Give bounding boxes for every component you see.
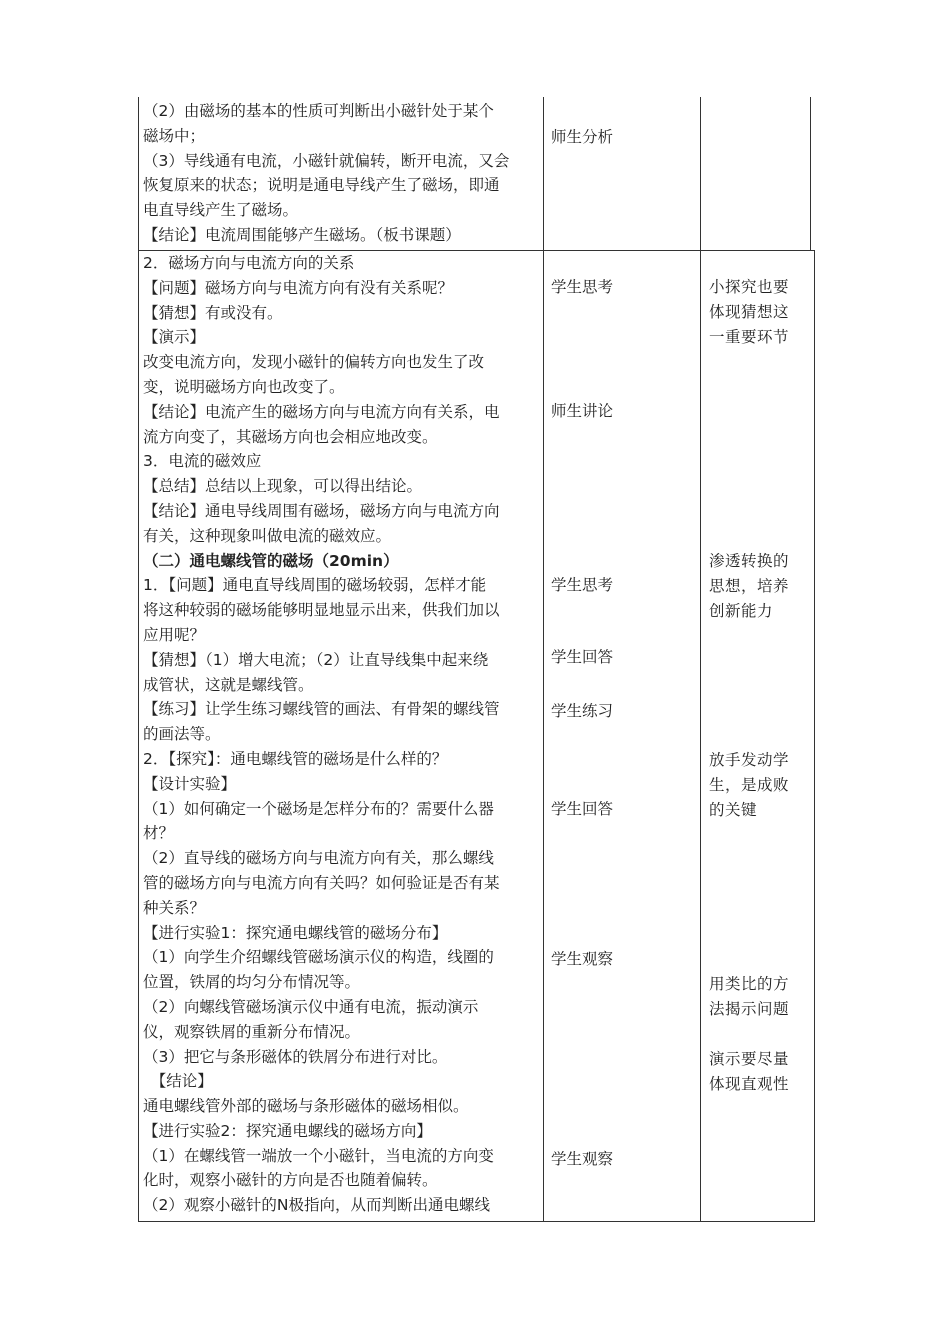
note-line: 法揭示问题 bbox=[709, 999, 790, 1018]
row2-line: 【猜想】（1）增大电流；（2）让直导线集中起来绕 bbox=[143, 650, 489, 669]
note-line: 体现直观性 bbox=[709, 1074, 790, 1093]
row2-line: 【结论】通电导线周围有磁场，磁场方向与电流方向 bbox=[143, 501, 500, 520]
note-line: 生，是成败 bbox=[709, 775, 790, 794]
row2-line: （1）如何确定一个磁场是怎样分布的？需要什么器 bbox=[143, 799, 494, 818]
row2-line: 位置，铁屑的均匀分布情况等。 bbox=[143, 973, 361, 992]
row1-line: 恢复原来的状态；说明是通电导线产生了磁场，即通 bbox=[143, 176, 500, 195]
row2-line: 应用呢？ bbox=[143, 625, 206, 644]
activity-label: 学生回答 bbox=[551, 800, 614, 818]
note-line: 思想，培养 bbox=[709, 576, 790, 595]
row2-line: 的画法等。 bbox=[143, 725, 221, 744]
row2-line: 变，说明磁场方向也改变了。 bbox=[143, 377, 345, 396]
design-note bbox=[709, 275, 809, 349]
activity-label: 师生分析 bbox=[551, 128, 614, 146]
row2-line: 管的磁场方向与电流方向有关吗？如何验证是否有某 bbox=[143, 873, 500, 892]
activity-label: 学生观察 bbox=[551, 1150, 614, 1168]
row2-line: 【猜想】有或没有。 bbox=[143, 303, 283, 322]
row2-line: 有关，这种现象叫做电流的磁效应。 bbox=[143, 526, 392, 545]
row2-line: 将这种较弱的磁场能够明显地显示出来，供我们加以 bbox=[143, 601, 500, 620]
row2-line: 【进行实验2：探究通电螺线的磁场方向】 bbox=[143, 1121, 432, 1140]
row1-activity-cell bbox=[551, 125, 691, 150]
design-note bbox=[709, 972, 809, 1022]
table-border-left bbox=[138, 97, 139, 1222]
row2-line: （2）直导线的磁场方向与电流方向有关，那么螺线 bbox=[143, 849, 494, 868]
row1-line: 磁场中； bbox=[143, 126, 206, 145]
row2-line: 成管状，这就是螺线管。 bbox=[143, 675, 314, 694]
row2-line: （3）把它与条形磁体的铁屑分布进行对比。 bbox=[143, 1047, 448, 1066]
row2-line: 2．磁场方向与电流方向的关系 bbox=[143, 254, 355, 272]
note-line: 渗透转换的 bbox=[709, 552, 790, 570]
row2-line: 仪，观察铁屑的重新分布情况。 bbox=[143, 1022, 361, 1041]
row2-line: 【进行实验1：探究通电螺线管的磁场分布】 bbox=[143, 923, 448, 942]
row2-line: 改变电流方向，发现小磁针的偏转方向也发生了改 bbox=[143, 353, 485, 372]
row2-line: 种关系？ bbox=[143, 898, 206, 917]
row2-line: 【总结】总结以上现象，可以得出结论。 bbox=[143, 477, 423, 496]
row1-content-cell bbox=[143, 99, 541, 248]
section-heading: （二）通电螺线管的磁场（20min） bbox=[143, 551, 399, 570]
row2-line: 【演示】 bbox=[143, 328, 206, 347]
note-line: 放手发动学 bbox=[709, 751, 790, 769]
row2-line: （1）向学生介绍螺线管磁场演示仪的构造，线圈的 bbox=[143, 948, 494, 967]
lesson-plan-table bbox=[138, 97, 815, 1222]
row2-line: 流方向变了，其磁场方向也会相应地改变。 bbox=[143, 427, 438, 446]
note-line: 一重要环节 bbox=[709, 327, 790, 346]
design-note bbox=[709, 549, 809, 623]
activity-label: 学生思考 bbox=[551, 576, 614, 594]
table-border-right bbox=[814, 250, 815, 1222]
row1-line: （2）由磁场的基本的性质可判断出小磁针处于某个 bbox=[143, 102, 494, 120]
row2-line: （2）观察小磁针的N极指向，从而判断出通电螺线 bbox=[143, 1196, 490, 1215]
row2-line: 【结论】电流产生的磁场方向与电流方向有关系，电 bbox=[143, 402, 500, 421]
row2-line: 【练习】让学生练习螺线管的画法、有骨架的螺线管 bbox=[143, 700, 500, 719]
activity-label: 师生讲论 bbox=[551, 402, 614, 420]
table-border-bottom bbox=[138, 1221, 815, 1222]
row1-line: 【结论】电流周围能够产生磁场。（板书课题） bbox=[143, 225, 461, 244]
row2-line: 2．【探究】：通电螺线管的磁场是什么样的？ bbox=[143, 749, 448, 768]
note-line: 用类比的方 bbox=[709, 975, 790, 993]
column-divider-2 bbox=[700, 97, 701, 1222]
note-line: 体现猜想这 bbox=[709, 302, 790, 321]
row1-line: 电直导线产生了磁场。 bbox=[143, 201, 299, 220]
design-note bbox=[709, 1047, 809, 1097]
activity-label: 学生观察 bbox=[551, 950, 614, 968]
row2-line: （1）在螺线管一端放一个小磁针，当电流的方向变 bbox=[143, 1146, 494, 1165]
row2-line: 【设计实验】 bbox=[143, 774, 237, 793]
row2-line: 材？ bbox=[143, 824, 175, 843]
note-line: 创新能力 bbox=[709, 601, 774, 620]
activity-label: 学生回答 bbox=[551, 648, 614, 666]
row2-line: 通电螺线管外部的磁场与条形磁体的磁场相似。 bbox=[143, 1097, 469, 1116]
activity-label: 学生练习 bbox=[551, 702, 614, 720]
column-divider-1 bbox=[543, 97, 544, 1222]
note-line: 的关键 bbox=[709, 800, 758, 819]
row2-line: 1．【问题】通电直导线周围的磁场较弱，怎样才能 bbox=[143, 576, 487, 595]
row2-content-cell bbox=[143, 251, 541, 1218]
row2-line: 化时，观察小磁针的方向是否也随着偏转。 bbox=[143, 1171, 438, 1190]
table-border-right-upper bbox=[810, 97, 811, 250]
note-line: 演示要尽量 bbox=[709, 1050, 790, 1068]
row2-line: （2）向螺线管磁场演示仪中通有电流，振动演示 bbox=[143, 997, 479, 1016]
row2-line: 3．电流的磁效应 bbox=[143, 452, 262, 471]
row2-line: 【结论】 bbox=[143, 1072, 213, 1091]
row1-line: （3）导线通有电流，小磁针就偏转，断开电流，又会 bbox=[143, 151, 510, 170]
row2-line: 【问题】磁场方向与电流方向有没有关系呢？ bbox=[143, 278, 454, 297]
note-line: 小探究也要 bbox=[709, 278, 790, 296]
design-note bbox=[709, 748, 809, 822]
activity-label: 学生思考 bbox=[551, 278, 614, 296]
